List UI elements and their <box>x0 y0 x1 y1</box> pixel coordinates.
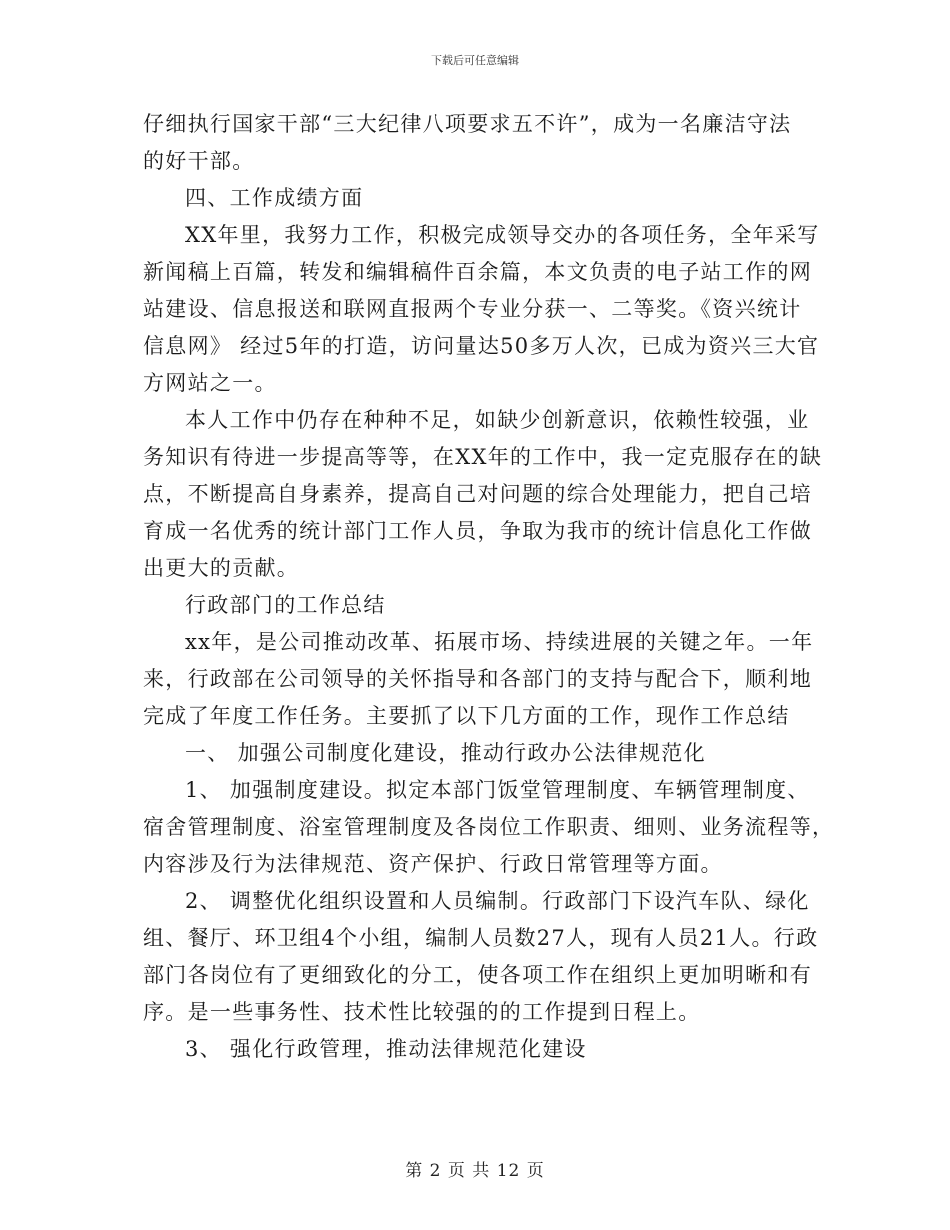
text-line: 一、 加强公司制度化建设，推动行政办公法律规范化 <box>185 741 706 765</box>
text-line: 来，行政部在公司领导的关怀指导和各部门的支持与配合下，顺利地 <box>143 667 812 691</box>
page-footer: 第 2 页 共 12 页 <box>405 1161 545 1181</box>
text-line: 出更大的贡献。 <box>143 556 300 580</box>
text-line: 内容涉及行为法律规范、资产保护、行政日常管理等方面。 <box>143 852 723 876</box>
text-line: 仔细执行国家干部“三大纪律八项要求五不许”，成为一名廉洁守法 <box>143 112 792 136</box>
page-header: 下载后可任意编辑 <box>431 54 519 67</box>
text-line: 完成了年度工作任务。主要抓了以下几方面的工作，现作工作总结 <box>143 704 790 728</box>
text-line: 组、餐厅、环卫组4个小组，编制人员数27人，现有人员21人。行政 <box>143 926 819 950</box>
text-line: 2、 调整优化组织设置和人员编制。行政部门下设汽车队、绿化 <box>185 889 810 913</box>
text-line: 宿舍管理制度、浴室管理制度及各岗位工作职责、细则、业务流程等， <box>143 815 835 839</box>
text-line: 方网站之一。 <box>143 371 277 395</box>
text-line: 3、 强化行政管理，推动法律规范化建设 <box>185 1037 587 1061</box>
text-line: 站建设、信息报送和联网直报两个专业分获一、二等奖。《资兴统计 <box>143 297 802 321</box>
text-line: 行政部门的工作总结 <box>185 593 386 617</box>
text-line: 务知识有待进一步提高等等，在XX年的工作中，我一定克服存在的缺 <box>143 445 823 469</box>
text-line: 育成一名优秀的统计部门工作人员，争取为我市的统计信息化工作做 <box>143 519 812 543</box>
text-line: 的好干部。 <box>143 149 255 173</box>
document-body <box>143 106 835 1068</box>
text-line: 四、工作成绩方面 <box>185 186 364 210</box>
text-line: 新闻稿上百篇，转发和编辑稿件百余篇，本文负责的电子站工作的网 <box>143 260 812 284</box>
text-line: 部门各岗位有了更细致化的分工，使各项工作在组织上更加明晰和有 <box>143 963 812 987</box>
text-line: xx年，是公司推动改革、拓展市场、持续进展的关键之年。一年 <box>185 630 814 654</box>
text-line: 本人工作中仍存在种种不足，如缺少创新意识，依赖性较强，业 <box>185 408 810 432</box>
text-line: 1、 加强制度建设。拟定本部门饭堂管理制度、车辆管理制度、 <box>185 778 810 802</box>
text-line: 点，不断提高自身素养，提高自己对问题的综合处理能力，把自己培 <box>143 482 812 506</box>
text-line: XX年里，我努力工作，积极完成领导交办的各项任务，全年采写 <box>185 223 820 247</box>
text-line: 信息网》 经过5年的打造，访问量达50多万人次，已成为资兴三大官 <box>143 334 820 358</box>
text-line: 序。是一些事务性、技术性比较强的的工作提到日程上。 <box>143 1000 701 1024</box>
